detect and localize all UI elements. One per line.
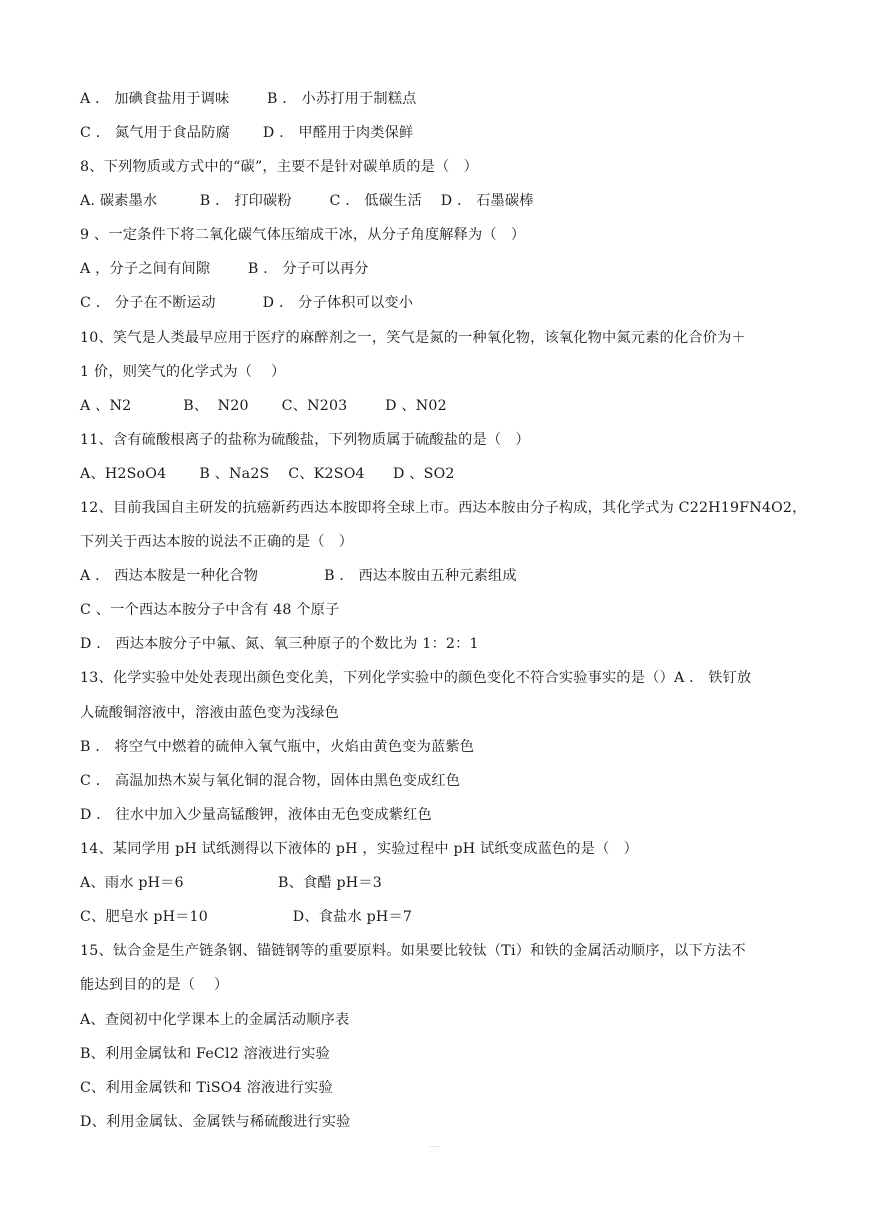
text-line: 15、钛合金是生产链条钢、锚链钢等的重要原料。如果要比较钛（Ti）和铁的金属活动顺序，以下方法不 (80, 943, 746, 959)
text-line: 12、目前我国自主研发的抗癌新药西达本胺即将全球上市。西达本胺由分子构成，其化学式为 C22H19FN4O2， (80, 500, 807, 516)
text-line: C ． 分子在不断运动 D ． 分子体积可以变小 (80, 295, 414, 311)
text-line: B、利用金属钛和 FeCl2 溶液进行实验 (80, 1046, 330, 1062)
text-line: 能达到目的的是（ ） (80, 977, 229, 993)
text-line: A 、N2 B、 N20 C、N203 D 、N02 (80, 398, 447, 414)
text-line: 8、下列物质或方式中的“碳”，主要不是针对碳单质的是（ ） (80, 159, 478, 175)
text-line: 人硫酸铜溶液中，溶液由蓝色变为浅绿色 (80, 705, 339, 721)
text-line: A ． 西达本胺是一种化合物 B ． 西达本胺由五种元素组成 (80, 568, 517, 584)
text-line: 9 、一定条件下将二氧化碳气体压缩成干冰，从分子角度解释为（ ） (80, 227, 526, 243)
text-line: D、利用金属钛、金属铁与稀硫酸进行实验 (80, 1114, 351, 1130)
text-line: C 、一个西达本胺分子中含有 48 个原子 (80, 602, 340, 618)
text-line: D ． 往水中加入少量高锰酸钾，液体由无色变成紫红色 (80, 807, 432, 823)
text-line: A、雨水 pH＝6 B、食醋 pH＝3 (80, 875, 382, 891)
text-line: 11、含有硫酸根离子的盐称为硫酸盐，下列物质属于硫酸盐的是（ ） (80, 432, 530, 448)
text-line: D ． 西达本胺分子中氟、氮、氧三种原子的个数比为 1：2：1 (80, 636, 479, 652)
text-line: A ． 加碘食盐用于调味 B ． 小苏打用于制糕点 (80, 91, 417, 107)
text-line: C ． 氮气用于食品防腐 D ． 甲醛用于肉类保鲜 (80, 125, 414, 141)
page-footer-mark: ····· (428, 1143, 441, 1151)
text-line: C、肥皂水 pH＝10 D、食盐水 pH＝7 (80, 909, 413, 925)
text-line: A. 碳素墨水 B ． 打印碳粉 C ． 低碳生活 D ． 石墨碳棒 (80, 193, 534, 209)
text-line: B ． 将空气中燃着的硫伸入氧气瓶中，火焰由黄色变为蓝紫色 (80, 739, 475, 755)
text-line: 10、笑气是人类最早应用于医疗的麻醉剂之一，笑气是氮的一种氧化物，该氧化物中氮元素的化合价为＋ (80, 330, 746, 346)
text-line: A、H2SoO4 B 、Na2S C、K2SO4 D 、SO2 (80, 466, 455, 482)
text-line: C ． 高温加热木炭与氧化铜的混合物，固体由黑色变成红色 (80, 773, 461, 789)
text-line: A ，分子之间有间隙 B ． 分子可以再分 (80, 261, 369, 277)
text-line: 13、化学实验中处处表现出颜色变化美，下列化学实验中的颜色变化不符合实验事实的是（）A ． 铁钉放 (80, 670, 752, 686)
text-line: C、利用金属铁和 TiSO4 溶液进行实验 (80, 1080, 333, 1096)
text-line: A、查阅初中化学课本上的金属活动顺序表 (80, 1012, 350, 1028)
text-line: 1 价，则笑气的化学式为（ ） (80, 364, 286, 380)
text-line: 14、某同学用 pH 试纸测得以下液体的 pH ，实验过程中 pH 试纸变成蓝色的是（ ） (80, 841, 639, 857)
text-line: 下列关于西达本胺的说法不正确的是（ ） (80, 534, 354, 550)
